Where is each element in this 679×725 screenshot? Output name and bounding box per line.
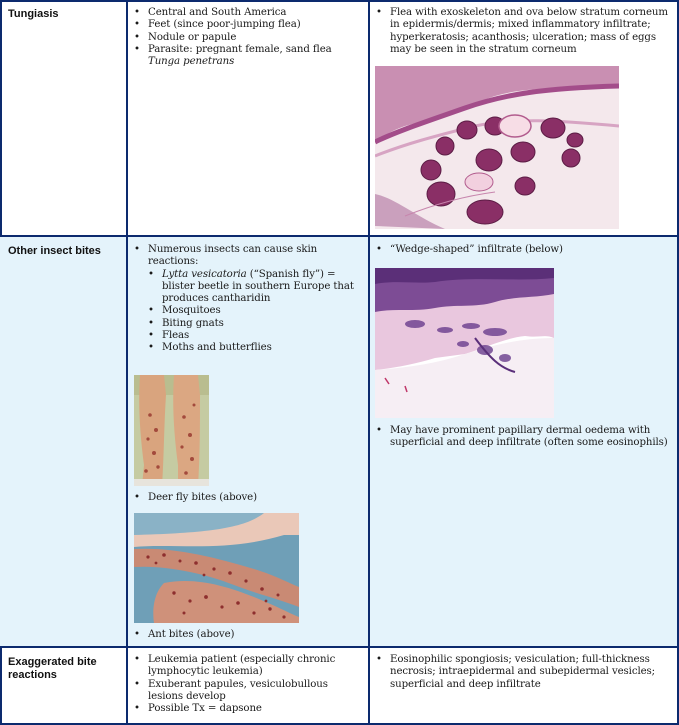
list-item: • Central and South America bbox=[134, 7, 287, 18]
list-item: • Lytta vesicatoria (“Spanish fly”) = blister beetle in southern Europe that produces cantharidin bbox=[148, 268, 354, 305]
list-item: • Biting gnats bbox=[148, 317, 224, 329]
row1-clinical-cell bbox=[128, 0, 370, 237]
row2-heading: Other insect bites bbox=[8, 245, 101, 257]
row1-clinical-list bbox=[134, 7, 359, 68]
list-item: • “Wedge-shaped” infiltrate (below) bbox=[376, 244, 563, 255]
list-item: • Ant bites (above) bbox=[134, 629, 235, 640]
row3-histology-list bbox=[376, 654, 672, 691]
row2-clinical-list bbox=[134, 244, 359, 355]
insect-sublist bbox=[148, 269, 359, 355]
row2-histology-cell bbox=[370, 237, 679, 648]
list-item: • Nodule or papule bbox=[134, 31, 237, 43]
row3-clinical-cell bbox=[128, 648, 370, 725]
row3-clinical-list bbox=[134, 654, 359, 715]
row1-heading-cell bbox=[0, 0, 128, 237]
list-item: • Exuberant papules, vesiculobullous lesions develop bbox=[134, 678, 328, 702]
list-item: • Possible Tx = dapsone bbox=[134, 703, 262, 715]
deer-fly-caption bbox=[134, 492, 359, 504]
tungiasis-histology-image bbox=[375, 66, 619, 229]
list-item: • May have prominent papillary dermal oedema with superficial and deep infiltrate (often some eosinophils) bbox=[376, 425, 668, 449]
list-item: • Leukemia patient (especially chronic lymphocytic leukemia) bbox=[134, 654, 336, 678]
row2-heading-cell bbox=[0, 237, 128, 648]
row2-clinical-cell bbox=[128, 237, 370, 648]
list-item: • Numerous insects can cause skin reactions: • Lytta vesicatoria (“Spanish fly”) = blister beetle in southern Europe that produces cantharidin • Mosquitoes • Biting gnats • Fleas • Moths and butterflies bbox=[134, 244, 359, 355]
list-item: • Moths and butterflies bbox=[148, 342, 272, 354]
row1-heading: Tungiasis bbox=[8, 8, 59, 20]
row2-histology-list-top bbox=[376, 244, 672, 256]
row1-histology-cell bbox=[370, 0, 679, 237]
ant-bites-caption bbox=[134, 629, 359, 641]
row1-histology-list bbox=[376, 7, 672, 56]
row3-histology-cell bbox=[370, 648, 679, 725]
list-item: • Mosquitoes bbox=[148, 305, 221, 317]
list-item: • Eosinophilic spongiosis; vesiculation; full-thickness necrosis; intraepidermal and subepidermal vesicles; superficial and deep infiltrate bbox=[376, 654, 655, 690]
list-item: • Feet (since poor-jumping flea) bbox=[134, 19, 301, 31]
deer-fly-bites-photo bbox=[134, 375, 209, 486]
list-item: • Deer fly bites (above) bbox=[134, 492, 257, 503]
row2-histology-list-bottom bbox=[376, 425, 672, 450]
row3-heading-cell bbox=[0, 648, 128, 725]
insect-bite-histology-image bbox=[375, 268, 554, 418]
list-item: • Fleas bbox=[148, 330, 190, 342]
list-item: • Flea with exoskeleton and ova below stratum corneum in epidermis/dermis; mixed inflammatory infiltrate; hyperkeratosis; acanthosis; ulceration; mass of eggs may be seen in the stratum corneum bbox=[376, 7, 668, 55]
row3-heading: Exaggerated bite reactions bbox=[8, 656, 97, 681]
ant-bites-photo bbox=[134, 513, 299, 623]
list-item: • Parasite: pregnant female, sand flea Tunga penetrans bbox=[134, 43, 332, 68]
